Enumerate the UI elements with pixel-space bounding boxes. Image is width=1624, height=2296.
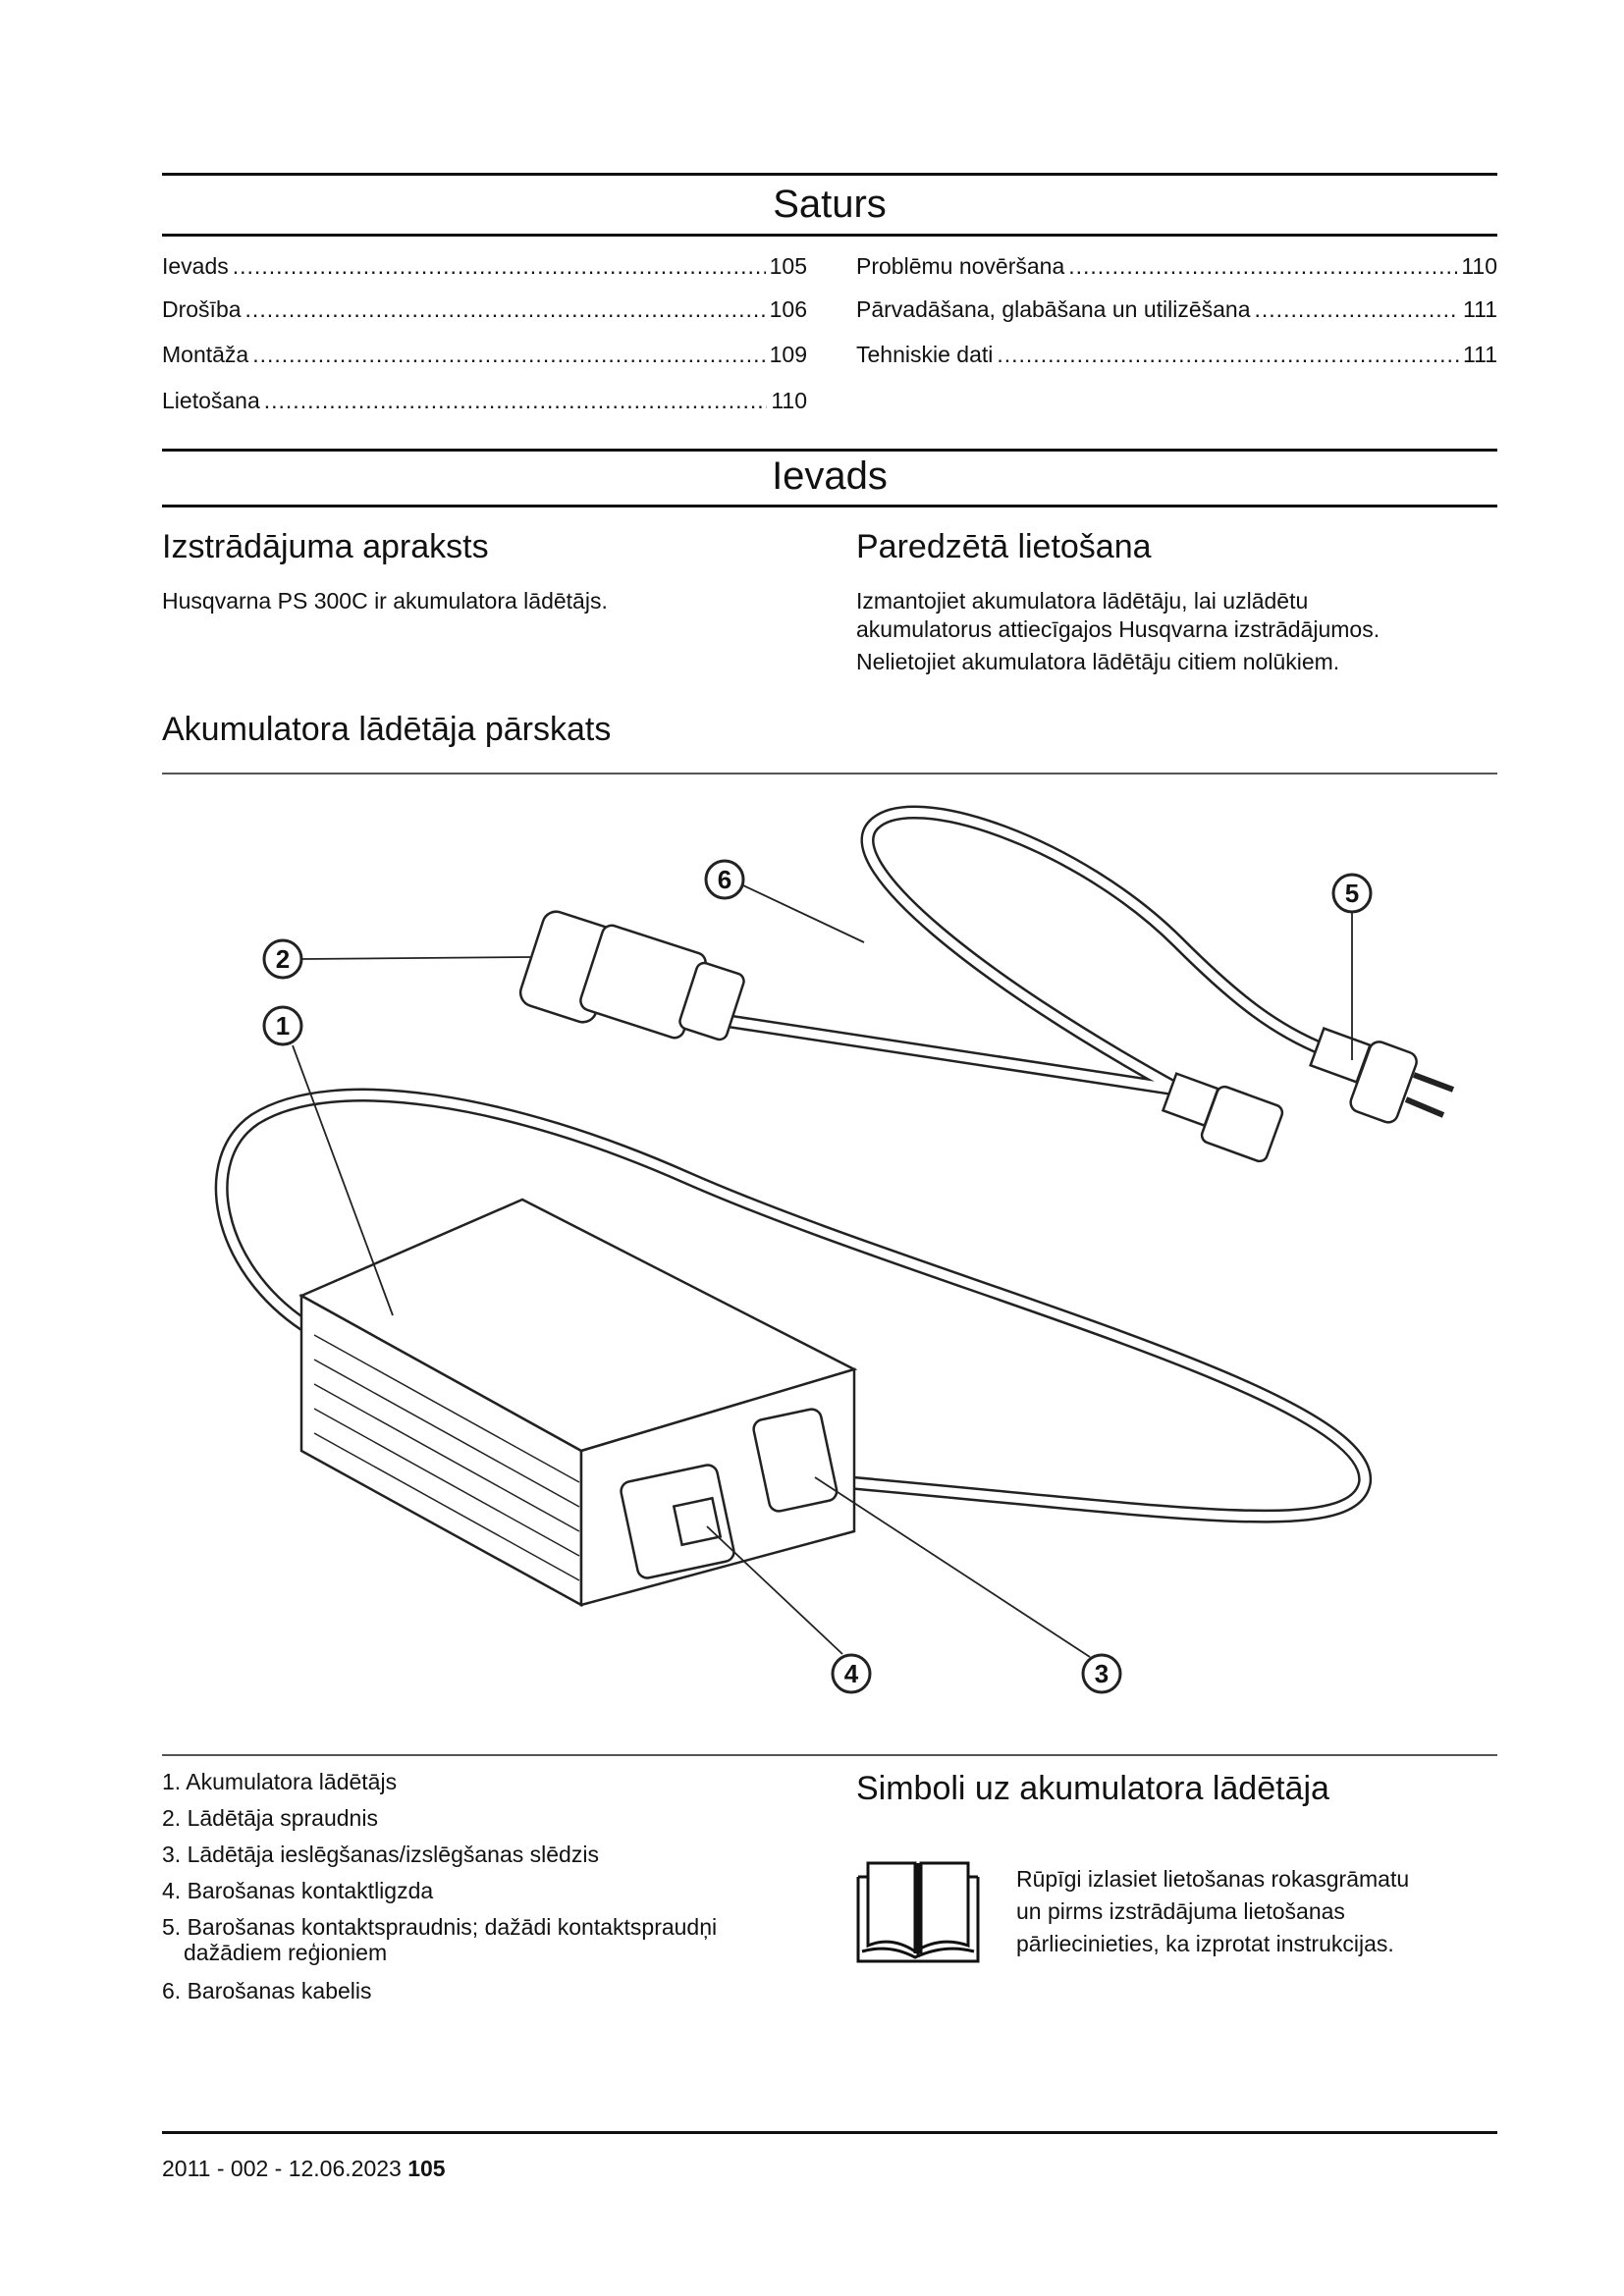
toc-label: Lietošana [162, 388, 260, 413]
toc-label: Problēmu novēršana [856, 253, 1065, 279]
list-item: 5. Barošanas kontaktspraudnis; dažādi kontaktspraudņi [162, 1914, 718, 1940]
book-manual-icon [856, 1855, 980, 1965]
document-code: 2011 - 002 - 12.06.2023 [162, 2156, 402, 2181]
toc-page: 110 [1461, 253, 1497, 279]
callout-4: 4 [843, 1659, 859, 1688]
page-number: 105 [407, 2156, 446, 2181]
toc-page: 111 [1463, 342, 1497, 367]
overview-heading: Akumulatora lādētāja pārskats [162, 711, 612, 748]
toc-label: Ievads [162, 253, 229, 279]
line: pārliecinieties, ka izprotat instrukcijas. [1016, 1931, 1394, 1956]
section-title: Ievads [772, 454, 888, 498]
toc-page: 110 [771, 388, 807, 413]
description-heading: Izstrādājuma apraksts [162, 528, 489, 565]
divider [162, 2131, 1497, 2134]
list-item: 3. Lādētāja ieslēgšanas/izslēgšanas slēdzis [162, 1842, 599, 1867]
description-text: Husqvarna PS 300C ir akumulatora lādētājs. [162, 588, 608, 614]
line: Izmantojiet akumulatora lādētāju, lai uzlādētu [856, 588, 1309, 614]
line: un pirms izstrādājuma lietošanas [1016, 1898, 1345, 1924]
list-item: 4. Barošanas kontaktligzda [162, 1878, 434, 1903]
line: Rūpīgi izlasiet lietošanas rokasgrāmatu [1016, 1866, 1410, 1892]
toc-label: Tehniskie dati [856, 342, 994, 367]
intended-use-heading: Paredzētā lietošana [856, 528, 1152, 565]
callout-3: 3 [1094, 1659, 1110, 1688]
symbols-text [1016, 1863, 1409, 1960]
list-item: 1. Akumulatora lādētājs [162, 1769, 398, 1794]
toc-page: 109 [769, 342, 807, 367]
callout-5: 5 [1344, 879, 1360, 908]
symbols-heading: Simboli uz akumulatora lādētāja [856, 1770, 1329, 1807]
list-item: 2. Lādētāja spraudnis [162, 1805, 378, 1831]
list-item: 6. Barošanas kabelis [162, 1978, 372, 2003]
callout-2: 2 [275, 944, 291, 974]
toc-page: 106 [769, 296, 807, 322]
toc-title: Saturs [773, 183, 887, 226]
callout-6: 6 [717, 865, 732, 894]
footer [162, 2156, 446, 2182]
toc-label: Montāža [162, 342, 249, 367]
divider [162, 1754, 1497, 1756]
line: akumulatorus attiecīgajos Husqvarna izstrādājumos. [856, 616, 1380, 642]
line: Nelietojiet akumulatora lādētāju citiem nolūkiem. [856, 649, 1340, 674]
list-item-cont: dažādiem reģioniem [184, 1940, 388, 1965]
toc-page: 105 [769, 253, 807, 279]
toc-label: Drošība [162, 296, 242, 322]
callout-1: 1 [275, 1011, 291, 1041]
toc-label: Pārvadāšana, glabāšana un utilizēšana [856, 296, 1251, 322]
toc-page: 111 [1463, 296, 1497, 322]
